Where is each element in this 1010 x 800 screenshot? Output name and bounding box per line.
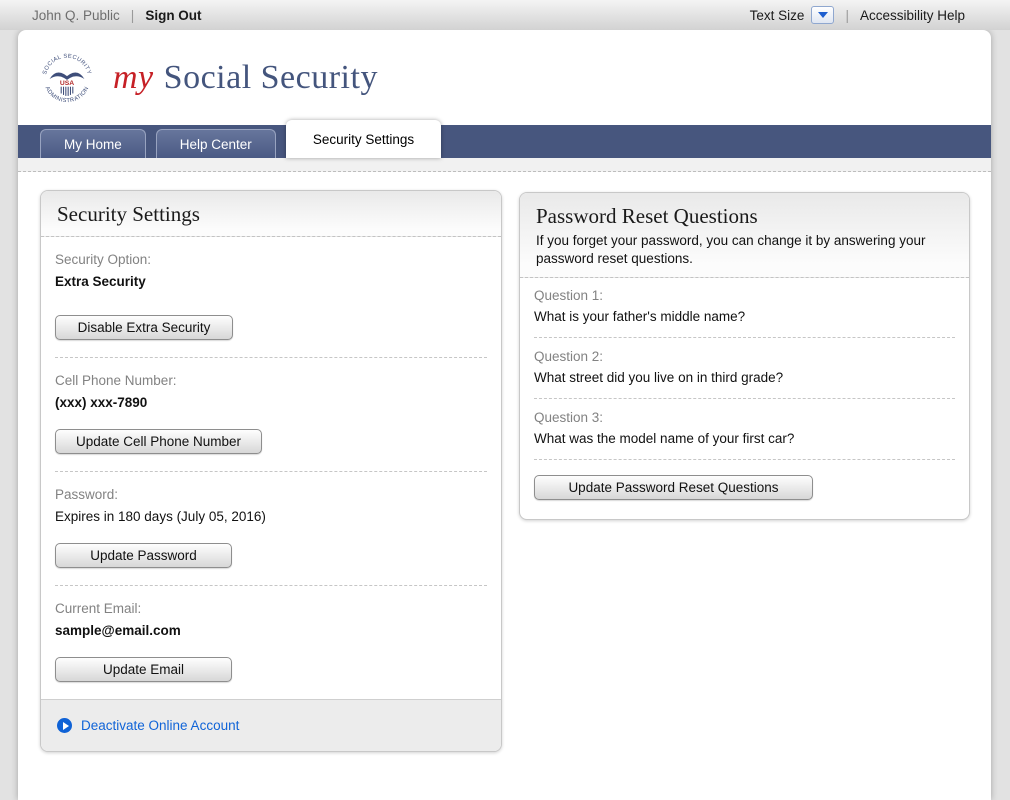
- main-nav: [18, 125, 991, 158]
- security-option-label: Security Option:: [55, 252, 152, 267]
- password-expiry-value: Expires in 180 days (July 05, 2016): [55, 509, 266, 524]
- questions-panel-subtitle: If you forget your password, you can change it by answering your password reset questions.: [536, 233, 926, 267]
- user-name: John Q. Public: [32, 7, 120, 23]
- app-title-my: my: [113, 58, 154, 96]
- page-content: [18, 173, 991, 800]
- disable-extra-security-button[interactable]: Disable Extra Security: [55, 315, 233, 340]
- cell-phone-section: [55, 373, 487, 454]
- svg-text:ADMINISTRATION: ADMINISTRATION: [43, 85, 91, 104]
- security-panel-header: [41, 191, 501, 237]
- update-password-button[interactable]: Update Password: [55, 543, 232, 568]
- questions-panel-header: [520, 193, 969, 278]
- section-divider: [55, 357, 487, 358]
- questions-panel-title: Password Reset Questions: [536, 204, 758, 228]
- question-divider: [534, 337, 955, 338]
- question-1-block: [534, 288, 955, 324]
- brand-header: [18, 30, 991, 125]
- main-card: [18, 30, 991, 800]
- text-size-dropdown-button[interactable]: [811, 6, 834, 24]
- question-3-text: What was the model name of your first car?: [534, 431, 795, 447]
- text-size-label: Text Size: [749, 7, 805, 23]
- question-2-label: Question 2:: [534, 349, 604, 365]
- chevron-down-icon: [818, 12, 828, 18]
- current-email-value: sample@email.com: [55, 623, 181, 638]
- question-3-block: [534, 410, 955, 446]
- cell-phone-value: (xxx) xxx-7890: [55, 395, 148, 410]
- deactivate-online-account-link[interactable]: Deactivate Online Account: [81, 718, 240, 733]
- security-option-value: Extra Security: [55, 274, 146, 289]
- tab-my-home[interactable]: [40, 129, 146, 158]
- accessibility-help-link[interactable]: Accessibility Help: [859, 7, 965, 23]
- shield-bars-icon: [61, 86, 73, 95]
- ssa-seal-logo: [38, 49, 96, 107]
- arrow-right-icon: [63, 722, 69, 730]
- question-1-label: Question 1:: [534, 288, 604, 304]
- tab-label: Security Settings: [312, 131, 415, 147]
- update-cell-phone-button[interactable]: Update Cell Phone Number: [55, 429, 262, 454]
- password-section: [55, 487, 487, 568]
- section-divider: [55, 471, 487, 472]
- sign-out-link[interactable]: Sign Out: [145, 7, 202, 23]
- question-divider: [534, 459, 955, 460]
- security-panel-title: Security Settings: [57, 202, 200, 226]
- security-panel-body: [41, 237, 501, 682]
- password-reset-questions-panel: [519, 192, 970, 520]
- tab-label: Help Center: [179, 136, 252, 152]
- email-section: [55, 601, 487, 682]
- accessibility-group: [750, 6, 965, 24]
- svg-text:USA: USA: [59, 79, 75, 87]
- arrow-circle-icon: [57, 718, 72, 733]
- question-2-text: What street did you live on in third grade?: [534, 370, 784, 386]
- security-settings-panel: [40, 190, 502, 752]
- tab-security-settings[interactable]: [286, 120, 441, 158]
- question-2-block: [534, 349, 955, 385]
- tab-help-center[interactable]: [156, 129, 276, 158]
- app-title: [113, 59, 378, 97]
- user-session-group: [32, 8, 202, 23]
- question-3-label: Question 3:: [534, 410, 604, 426]
- app-title-rest: Social Security: [163, 58, 378, 96]
- questions-panel-body: [520, 278, 969, 500]
- update-password-reset-questions-button[interactable]: Update Password Reset Questions: [534, 475, 813, 500]
- svg-text:SOCIAL SECURITY: SOCIAL SECURITY: [42, 53, 92, 75]
- question-divider: [534, 398, 955, 399]
- update-email-button[interactable]: Update Email: [55, 657, 232, 682]
- separator: |: [845, 7, 849, 23]
- password-label: Password:: [55, 487, 119, 502]
- security-option-section: [55, 252, 487, 340]
- cell-phone-label: Cell Phone Number:: [55, 373, 177, 388]
- tab-label: My Home: [64, 136, 122, 152]
- security-panel-footer: [41, 699, 501, 751]
- separator: |: [130, 7, 135, 23]
- utility-bar: [0, 0, 1010, 30]
- question-1-text: What is your father's middle name?: [534, 309, 746, 325]
- section-divider: [55, 585, 487, 586]
- current-email-label: Current Email:: [55, 601, 142, 616]
- nav-divider-strip: [18, 158, 991, 172]
